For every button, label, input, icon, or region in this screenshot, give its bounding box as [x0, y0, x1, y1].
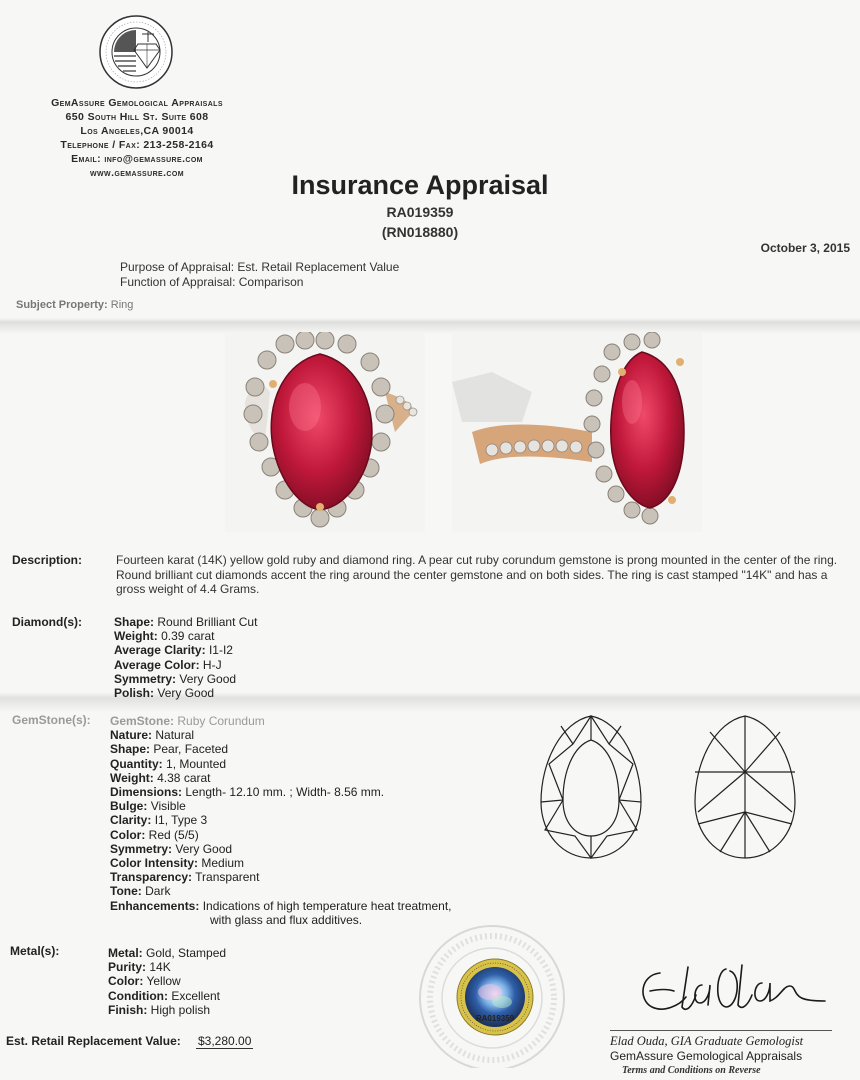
spec-row: Nature: Natural — [110, 728, 195, 743]
pear-crown-diagram — [535, 712, 647, 862]
spec-row: Symmetry: Very Good — [114, 671, 237, 686]
company-name: GemAssure Gemological Appraisals — [51, 97, 223, 109]
company-phone: Telephone / Fax: 213-258-2164 — [60, 139, 214, 151]
diamonds-label: Diamond(s): — [12, 615, 82, 629]
signature-line — [610, 1030, 832, 1031]
spec-row: Average Clarity: I1-I2 — [114, 643, 233, 658]
purpose-block — [120, 260, 399, 290]
spec-row: Enhancements: Indications of high temperature heat treatment, — [110, 898, 452, 913]
spec-row: Clarity: I1, Type 3 — [110, 813, 208, 828]
metal-specs — [108, 946, 226, 1017]
company-address-line1: 650 South Hill St. Suite 608 — [65, 111, 209, 123]
spec-row: Transparency: Transparent — [110, 870, 260, 885]
pear-pavilion-diagram — [690, 712, 800, 862]
company-address-line2: Los Angeles,CA 90014 — [80, 125, 194, 137]
hologram-number: RA019359 — [475, 1014, 515, 1023]
gemologist-name: Elad Ouda, GIA Graduate Gemologist — [610, 1034, 804, 1048]
spec-row: Metal: Gold, Stamped — [108, 946, 227, 960]
subject-property — [16, 299, 133, 311]
spec-row: Tone: Dark — [110, 884, 171, 899]
hologram-sticker — [456, 958, 534, 1036]
spec-row: Symmetry: Very Good — [110, 841, 233, 856]
valuation-label: Est. Retail Replacement Value: — [6, 1034, 181, 1048]
subject-value: Ring — [110, 299, 134, 311]
spec-row: Condition: Excellent — [108, 988, 221, 1003]
spec-row: Finish: High polish — [108, 1002, 211, 1017]
document-title: Insurance Appraisal — [291, 170, 549, 200]
reference-number: (RN018880) — [381, 224, 459, 240]
valuation-value: $3,280.00 — [198, 1034, 252, 1048]
spec-row: Weight: 4.38 carat — [110, 770, 211, 785]
spec-row: Polish: Very Good — [114, 686, 215, 701]
spec-row: Purity: 14K — [108, 960, 171, 975]
gemstone-specs — [110, 714, 452, 927]
company-website: www.gemassure.com — [90, 167, 184, 179]
spec-row: Color: Red (5/5) — [110, 827, 199, 842]
spec-row: Color: Yellow — [108, 974, 181, 989]
signature-company: GemAssure Gemological Appraisals — [610, 1049, 803, 1063]
spec-row: Average Color: H-J — [114, 657, 222, 672]
diamond-specs — [114, 615, 257, 700]
subject-label: Subject Property: — [16, 299, 108, 311]
spec-row: GemStone: Ruby Corundum — [110, 714, 265, 728]
description-label: Description: — [12, 553, 83, 567]
description-text: Fourteen karat (14K) yellow gold ruby and diamond ring. A pear cut ruby corundum gemstone is prong mounted in the center of the ring. Round brilliant cut diamonds accent the ring around the center gemstone and on both sides. The ring is cast stamped "14K" and has a gross weight of 4.4 Grams. — [116, 553, 838, 596]
company-email: Email: info@gemassure.com — [71, 153, 203, 165]
gemassure-logo — [98, 14, 174, 90]
spec-row: Shape: Pear, Faceted — [110, 742, 229, 757]
enhancements-continued: with glass and flux additives. — [210, 912, 363, 927]
purpose-line: Purpose of Appraisal: Est. Retail Replacement Value — [120, 260, 400, 274]
ring-photo-front — [225, 332, 425, 532]
ring-photo-side — [452, 332, 702, 532]
spec-row: Weight: 0.39 carat — [114, 629, 215, 644]
spec-row: Bulge: Visible — [110, 799, 186, 814]
terms-note: Terms and Conditions on Reverse — [622, 1065, 761, 1076]
metals-label: Metal(s): — [10, 944, 60, 958]
spec-row: Dimensions: Length- 12.10 mm. ; Width- 8.56 mm. — [110, 785, 385, 800]
spec-row: Quantity: 1, Mounted — [110, 756, 227, 771]
function-line: Function of Appraisal: Comparison — [120, 275, 304, 289]
appraisal-number: RA019359 — [386, 204, 454, 220]
gemstone-label: GemStone(s): — [12, 713, 91, 727]
spec-row: Color Intensity: Medium — [110, 856, 245, 871]
appraisal-date: October 3, 2015 — [760, 241, 850, 255]
handwritten-signature — [630, 955, 830, 1025]
company-address-block — [22, 96, 252, 180]
spec-row: Shape: Round Brilliant Cut — [114, 615, 258, 629]
